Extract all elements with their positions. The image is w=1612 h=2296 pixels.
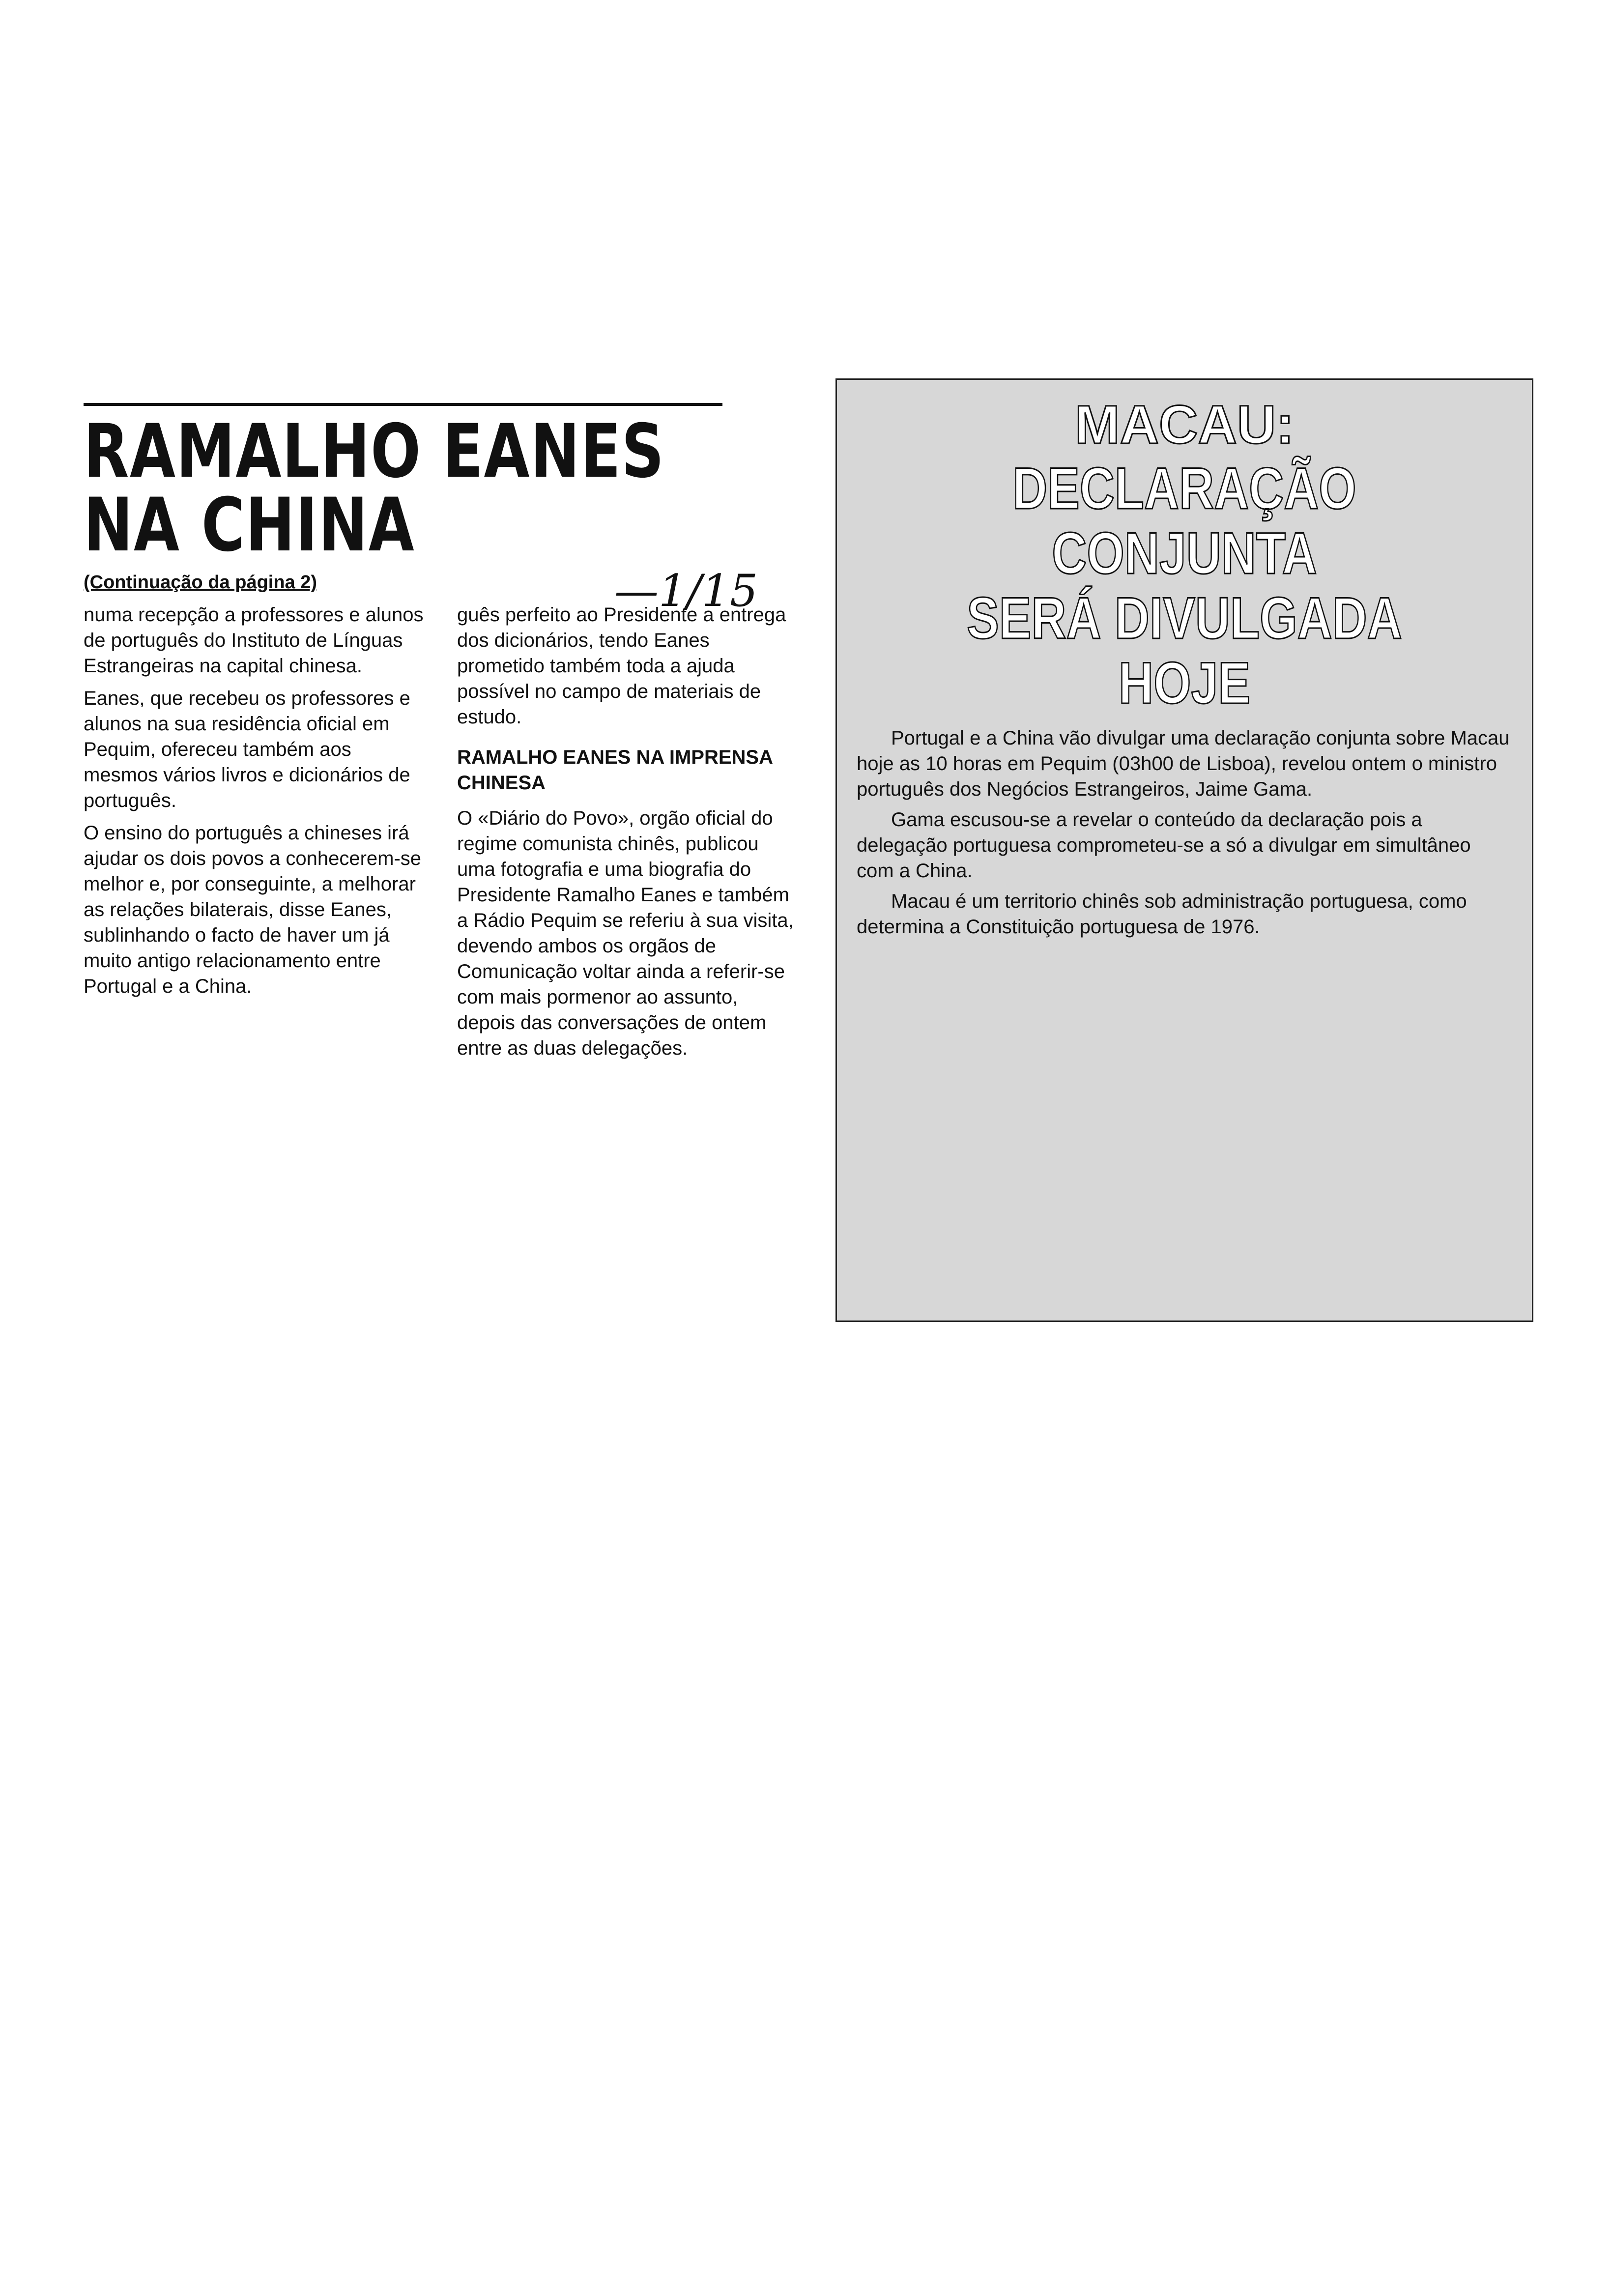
top-rule <box>84 403 722 406</box>
paragraph: Portugal e a China vão divulgar uma declaração conjunta sobre Macau hoje as 10 horas em Pequim (03h00 de Lisboa), revelou ontem o ministro português dos Negócios Estrangeiros, Jaime Gama. <box>857 727 1510 800</box>
box-headline-line-2: SERÁ DIVULGADA HOJE <box>967 585 1402 716</box>
paragraph: Macau é um territorio chinês sob administração portuguesa, como determina a Constituição portuguesa de 1976. <box>857 890 1467 938</box>
left-article <box>84 403 821 1068</box>
box-body <box>857 725 1512 940</box>
paragraph: guês perfeito ao Presidente a entrega dos dicionários, tendo Eanes prometido também toda a ajuda possível no campo de materiais de estudo. <box>457 604 786 728</box>
paragraph: numa recepção a professores e alunos de português do Instituto de Línguas Estrangeiras na capital chinesa. <box>84 604 424 677</box>
handwritten-note: —1/15 <box>614 565 758 617</box>
headline-line-2: NA CHINA <box>84 483 415 568</box>
paragraph: O ensino do português a chineses irá ajudar os dois povos a conhecerem-se melhor e, por conseguinte, a melhorar as relações bilaterais, disse Eanes, sublinhando o facto de haver um já muito antigo relacionamento entre Portugal e a China. <box>84 822 422 997</box>
kicker: MACAU: <box>1074 395 1294 455</box>
box-headline-line-1: DECLARAÇÃO CONJUNTA <box>1012 456 1356 586</box>
continuation-note: (Continuação da página 2) <box>84 572 317 593</box>
macau-article-box <box>835 378 1533 1322</box>
paragraph: O «Diário do Povo», orgão oficial do regime comunista chinês, publicou uma fotografia e uma biografia do Presidente Ramalho Eanes e também a Rádio Pequim se referiu à sua visita, devendo ambos os orgãos de Comunicação voltar ainda a referir-se com mais pormenor ao assunto, depois das conversações de ontem entre as duas delegações. <box>457 807 794 1059</box>
paragraph: Eanes, que recebeu os professores e alunos na sua residência oficial em Pequim, ofereceu também aos mesmos vários livros e dicionários de português. <box>84 688 410 811</box>
column-2 <box>457 602 801 1068</box>
subhead: RAMALHO EANES NA IMPRENSA CHINESA <box>457 746 773 794</box>
paragraph: Gama escusou-se a revelar o conteúdo da declaração pois a delegação portuguesa comprometeu-se a só a divulgar em simultâneo com a China. <box>857 809 1471 882</box>
headline-line-1: RAMALHO EANES <box>84 409 665 494</box>
column-1 <box>84 602 428 1068</box>
